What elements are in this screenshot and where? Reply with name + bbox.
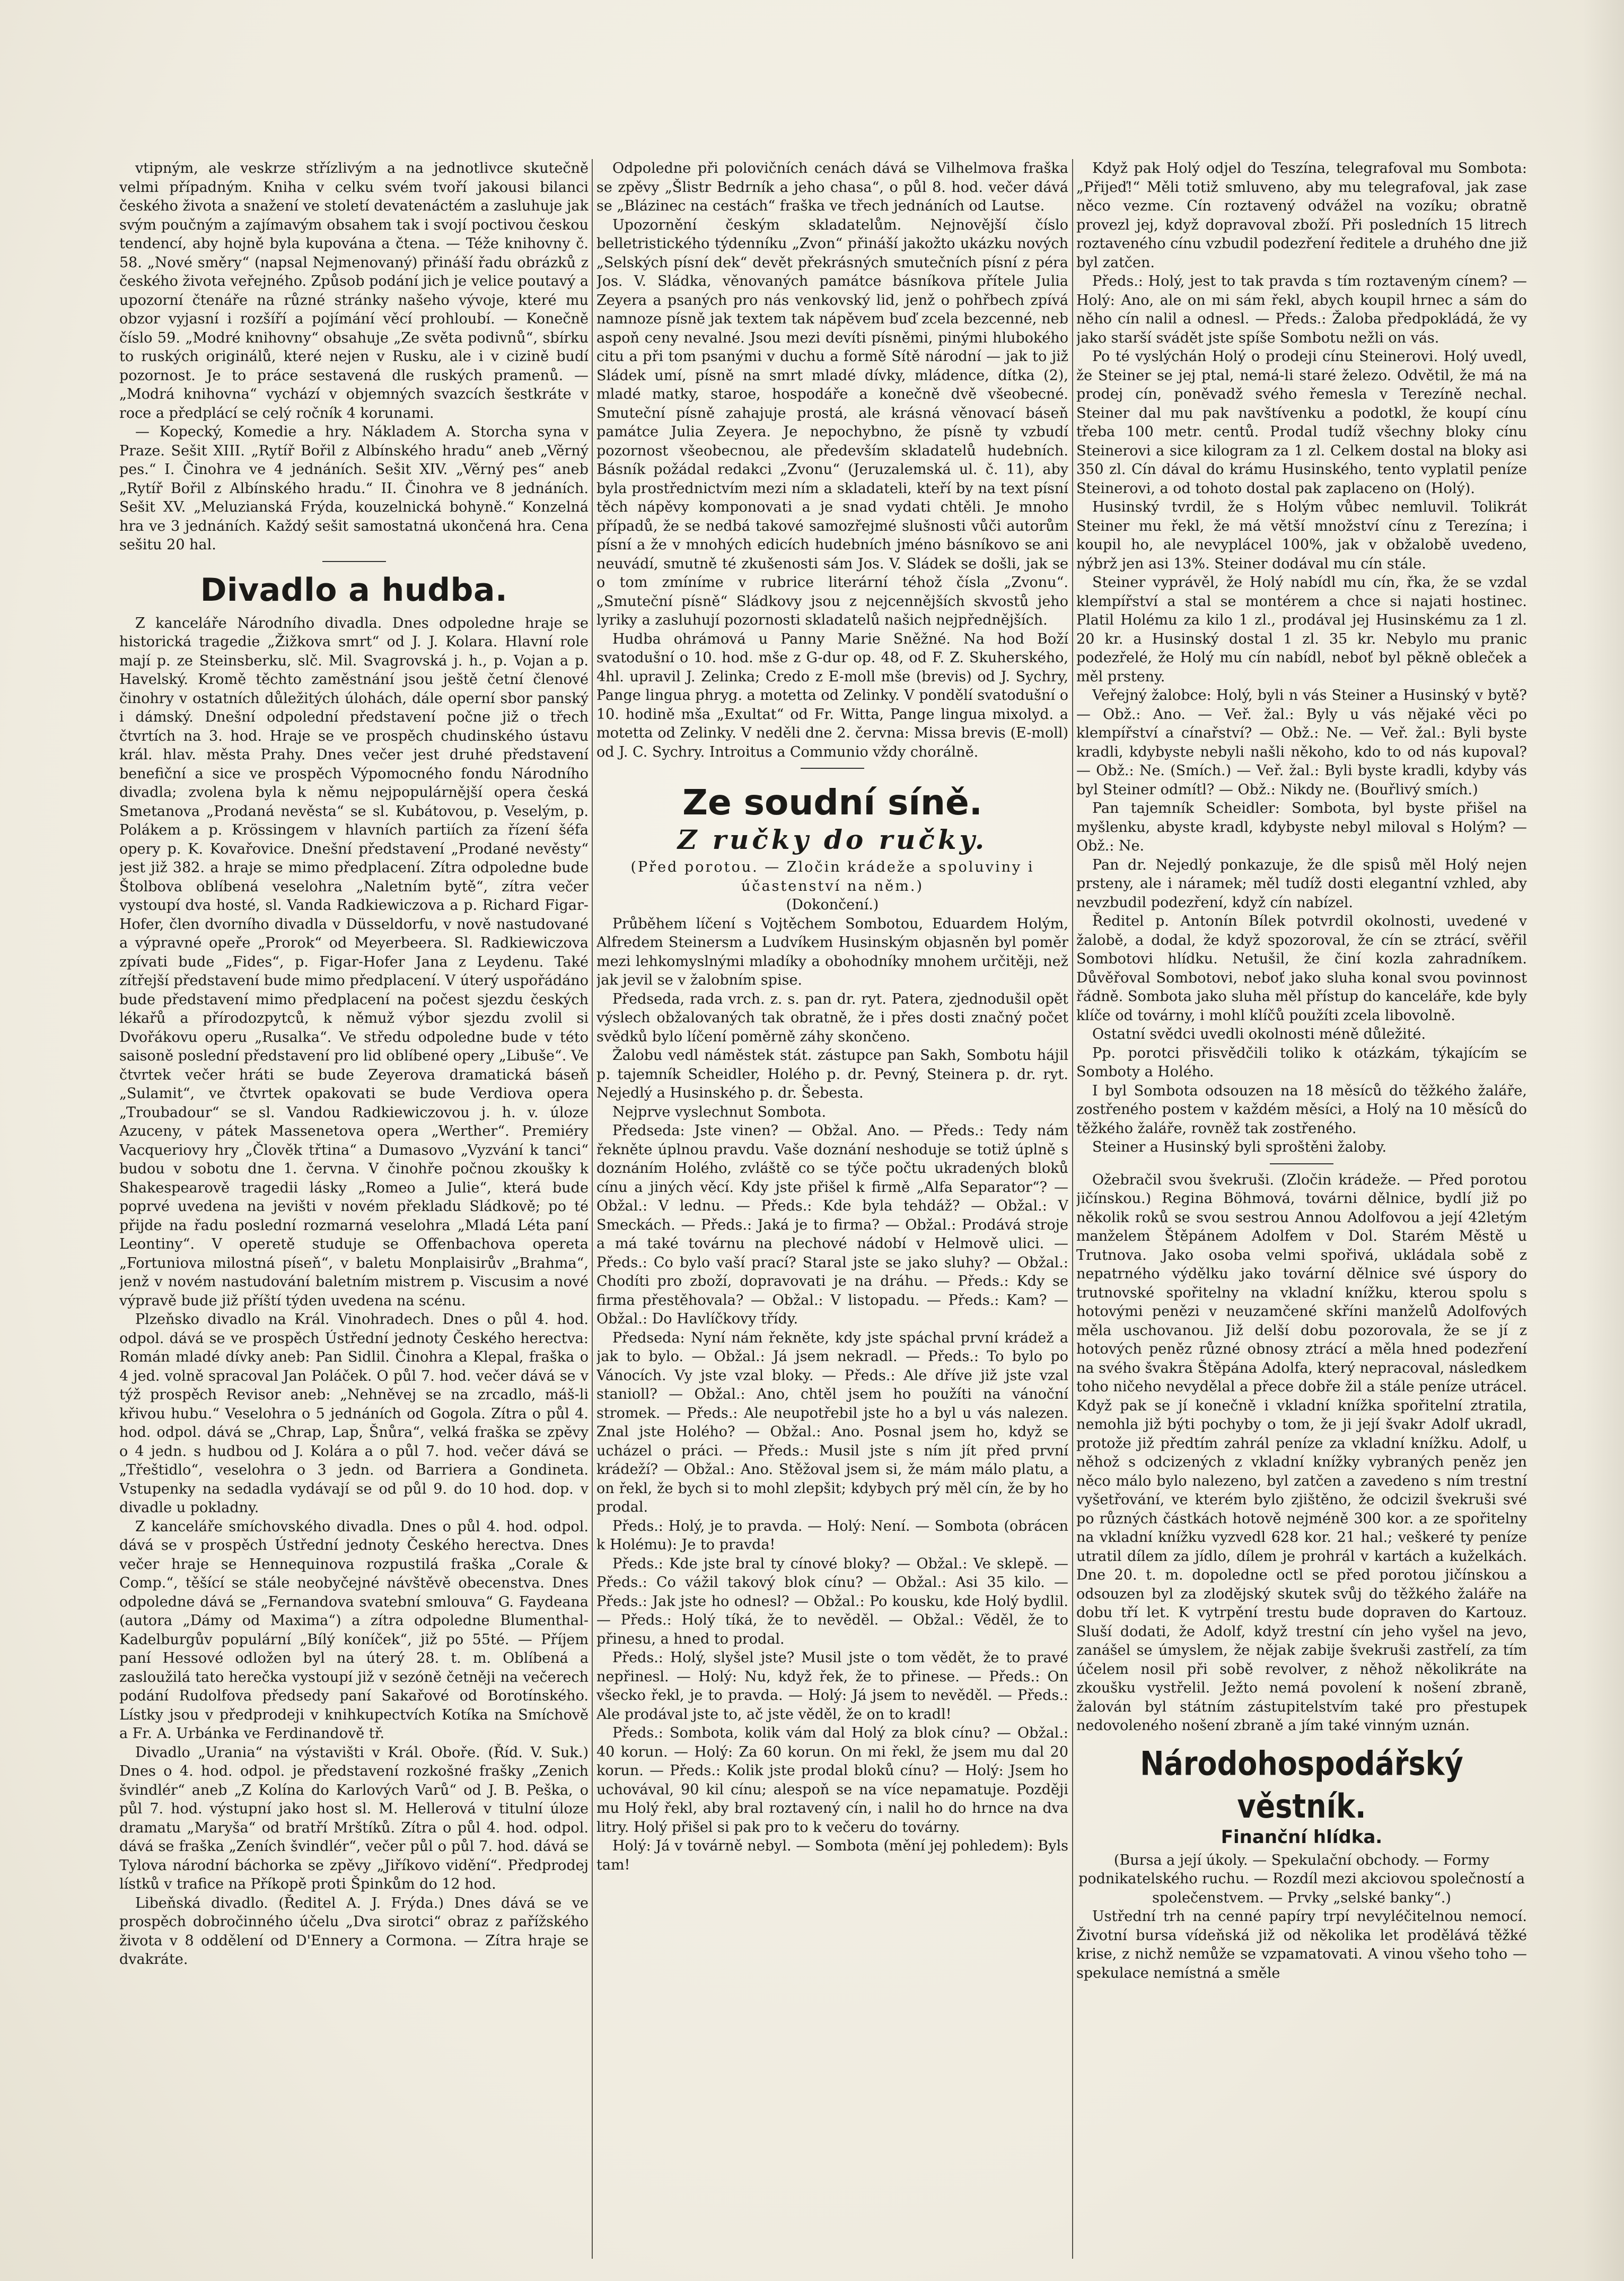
trial-paragraph: Předs.: Holý, je to pravda. — Holý: Není. — Sombota (obrácen k Holému): Je to pravda! (596, 1517, 1068, 1553)
divider (322, 561, 386, 562)
column-3 (1076, 159, 1527, 2264)
trial-paragraph: Předs.: Sombota, kolik vám dal Holý za blok cínu? — Obžal.: 40 korun. — Holý: Za 60 korun. On mi řekl, že jsem mu dal 20 korun. — Předs.: Kolik jste prodal bloků cínu? — Holý: Jsem ho uchovával, 90 kil cínu; alespoň se na více nepamatuje. Později mu Holý řekl, aby bral roztavený cín, i nalil ho do hrnce na dva litry. Holý přišel si pak pro to k večeru do továrny. (596, 1725, 1068, 1836)
column-1 (119, 159, 589, 2264)
trial-paragraph: Ředitel p. Antonín Bílek potvrdil okolnosti, uvedené v žalobě, a dodal, že když spozoroval, že cín se ztrácí, svěřil Sombotovi hlídku. Netušil, že činí kozla zahradníkem. Důvěřoval Sombotovi, neboť jako sluha konal svou povinnost řádně. Sombota jako sluha měl přístup do kanceláře, kde byly klíče od továrny, i mohl klíčů použíti zcela libovolně. (1076, 913, 1527, 1024)
acquittal-paragraph: Steiner a Husinský byli sproštěni žaloby. (1092, 1139, 1387, 1155)
finance-summary: (Bursa a její úkoly. — Spekulační obchody. — Formy podnikatelského ruchu. — Rozdíl mezi akciovou společností a společenstvem. — Prvky „selské banky“.) (1078, 1852, 1525, 1906)
trial-paragraph: Když pak Holý odjel do Teszína, telegrafoval mu Sombota: „Přijeď!“ Měli totiž smluveno, aby mu telegrafoval, jak zase něco vezme. Cín roztavený odvážel na vozíku; obratně provezl jej, když dopravoval zboží. Při posledních 15 litrech roztaveného cínu vzbudil podezření ředitele a druhého dne již byl zatčen. (1076, 160, 1527, 271)
subsection-heading-finance: Finanční hlídka. (1221, 1826, 1383, 1848)
trial-paragraph: Pan dr. Nejedlý ponkazuje, že dle spisů měl Holý nejen prsteny, ale i náramek; měl tudíž dosti elegantní vzhled, aby nevzbudil podezření, když cín nabízel. (1076, 856, 1527, 911)
section-heading-court: Ze soudní síně. (682, 782, 982, 823)
liben-theatre-notice: Libeňská divadlo. (Ředitel A. J. Frýda.) Dnes dává se ve prospěch dobročinného účelu „Dva sirotci“ obraz z pařížského života v 8 oddělení od D'Ennery a Cormona. — Zítra hraje se dvakráte. (119, 1894, 589, 1968)
column-rule-1 (592, 159, 593, 2259)
trial-paragraph: Předseda: Nyní nám řekněte, kdy jste spáchal první krádež a jak to bylo. — Obžal.: Já jsem nekradl. — Předs.: To bylo po Vánocích. Vy jste vzal bloky. — Předs.: Ale dříve již jste vzal stanioll? — Obžal.: Ano, chtěl jsem ho použíti na vánoční stromek. — Předs.: Ale neupotřebil jste ho a byl u vás nalezen. Znal jste Holého? — Obžal.: Ano. Posnal jsem ho, když se ucházel o práci. — Předs.: Musil jste s ním jít před první krádeží? — Obžal.: Ano. Stěžoval jsem si, že mám málo platu, a on řekl, že bych si to mohl zlepšit; kdybych prý měl cín, že by ho prodal. (596, 1329, 1068, 1515)
church-music-notice: Hudba ohrámová u Panny Marie Sněžné. Na hod Boží svatodušní o 10. hod. mše z G-dur op. 48, od F. Z. Skuherského, 4hl. upravil J. Zelinka; Credo z E-moll mše (brevis) od J. Sychry, Pange lingua phryg. a motetta od Zelinky. V pondělí svatodušní o 10. hodině mša „Exultat“ od Fr. Witta, Pange lingua mixolyd. a motetta od Zelinky. V neděli dne 2. června: Missa brevis (E-moll) od J. C. Sychry. Introitus a Communio vždy chorálně. (596, 630, 1068, 760)
national-theatre-notice: Z kanceláře Národního divadla. Dnes odpoledne hraje se historická tragedie „Žižkova smrt“ od J. J. Kolara. Hlavní role mají p. ze Steinsberku, slč. Mil. Svagrovská j. h., p. Vojan a p. Havelský. Kromě těchto zaměstnání jsou ještě četní členové činohry v ostatních důležitých úlohách, dále operní sbor panský i dámský. Dnešní odpolední představení počne již o třech čtvrtích na 3. hod. Hraje se ve prospěch chudinského ústavu král. hlav. města Prahy. Dnes večer jest druhé představení benefiční a sice ve prospěch Výpomocného fondu Národního divadla; zvolena byla k němu nejpopulárnější opera česká Smetanova „Prodaná nevěsta“ se sl. Kubátovou, p. Veselým, p. Polákem a p. Krössingem v hlavních partiích za řízení šéfa opery p. K. Kovařovice. Dnešní představení „Prodané nevěsty“ jest již 382. a hraje se mimo předplacení. Zítra odpoledne bude Štolbova oblíbená veselohra „Naletním bytě“, zítra večer vystoupí dva hosté, sl. Vanda Radkiewiczova a p. Richard Figar-Hofer, člen dvorního divadla v Düsseldorfu, v nově nastudované a výpravné opeře „Prorok“ od Meyerbeera. Sl. Radkiewiczova zpívati bude „Fides“, p. Figar-Hofer Jana z Leydenu. Také zítřejší představení bude mimo předplacení. V úterý uspořádáno bude představení mimo předplacení na počest sjezdu českých lékařů a přírodozpytců, k němuž výbor sjezdu zvolil si Dvořákovu operu „Rusalka“. Ve středu odpoledne bude v této saisoně poslední představení pro lid oblíbené opery „Libuše“. Ve čtvrtek večer hráti se bude Zeyerova dramatická báseň „Sulamit“, ve čtvrtek opakovati se bude Verdiova opera „Troubadour“ se sl. Vandou Radkiewiczovou j. h. v. úloze Azuceny, v pátek Massenetova opera „Werther“. Premiéry Vacqueriovy hry „Člověk třtina“ a Dumasovo „Vyzvání k tanci“ budou v sobotu dne 1. června. V činohře počnou zkoušky k Shakespearově tragedii lásky „Romeo a Julie“, která bude poprvé uvedena na jevišti v novém překladu Sládkově; po té přijde na řadu poslední rozmarná veselohra „Mladá Léta paní Leontiny“. V operetě studuje se Offenbachova opereta „Fortuniova milostná píseň“, v baletu Monplaisirův „Brahma“, jenž v novém nastudování baletním mistrem p. Viscusim a nové výpravě bude již příští týden uvedena na scénu. (119, 615, 589, 1309)
section-heading-theatre: Divadlo a hudba. (200, 571, 508, 609)
verdict-paragraph: I byl Sombota odsouzen na 18 měsíců do těžkého žaláře, zostřeného postem v každém měsíci, a Holý na 10 měsíců do těžkého žaláře, rovněž tak zostřeného. (1076, 1082, 1527, 1137)
trial-paragraph: Holý: Já v továrně nebyl. — Sombota (mění jej pohledem): Byls tam! (596, 1838, 1068, 1873)
column-2 (596, 159, 1068, 2264)
kopecky-notice: — Kopecký, Komedie a hry. Nákladem A. Storcha syna v Praze. Sešit XIII. „Rytíř Bořil z Albínského hradu“ aneb „Věrný pes.“ I. Činohra ve 4 jednáních. Sešit XIV. „Věrný pes“ aneb „Rytíř Bořil z Albínského hradu.“ II. Činohra ve 8 jednáních. Sešit XV. „Meluzianská Frýda, kouzelnická bohyně.“ Konzelná hra ve 3 jednáních. Každý sešit samostatná ukončená hra. Cena sešitu 20 hal. (119, 424, 589, 553)
article-subtitle: (Před porotou. — Zločin krádeže a spoluviny i účastenství na něm.) (630, 859, 1034, 894)
trial-paragraph: Předs.: Holý, slyšel jste? Musil jste o tom vědět, že to pravé nepřinesl. — Holý: Nu, když řek, že to přinese. — Předs.: On všecko řekl, je to pravda. — Holý: Já jsem to nevěděl. — Předs.: Ale prodával jste to, ač jste věděl, že on to kradl! (596, 1650, 1068, 1723)
article-continuation-note: (Dokončení.) (786, 897, 879, 913)
theft-article: Ožebračil svou švekruši. (Zločin krádeže. — Před porotou jičínskou.) Regina Böhmová, továrni dělnice, bydlí již po několik roků se svou sestrou Annou Adolfovou a její 42letým manželem Štěpánem Adolfem v Dol. Starém Městě u Trutnova. Jako osoba velmi spořivá, ukládala sobě z nepatrného výdělku jako tovární dělnice své úspory do trutnovské spořitelny na vkladní knížku, kterou spolu s hotovými penězi v neuzamčené skříni manželů Adolfových měla uschovanou. Již delší dobu pozorovala, že se jí z hotových peněz různé obnosy ztrácí a měla hned podezření na svého švakra Štěpána Adolfa, který nepracoval, následkem toho ničeho nevydělal a přece dobře žil a stále peníze utrácel. Když pak se jí konečně i vkladní knížka spořitelní ztratila, nemohla již býti pochyby o tom, že ji její švakr Adolf ukradl, protože již předtím zahrál peníze za vkladní knížku. Adolf, u něhož s odcizených z vkladní knížky vybraných peněz jen něco málo bylo nalezeno, byl zatčen a zavedeno s ním trestní vyšetřování, ve kterém bylo zjištěno, že odcizil švekruši své po různých částkách hotově nejméně 300 kor. a ze spořitelny na vkladní knížku vyzvedl 628 kor. 21 hal.; veškeré ty peníze utratil dílem za jídlo, dílem je prohrál v kartách a kuželkách. Dne 20. t. m. dopoledne octl se před porotou jičínskou a odsouzen byl za zlodějský skutek svůj do těžkého žaláře na dobu tří let. K vytrpění trestu bude dopraven do Kartouz. Sluší dodati, že Adolf, když trestní cín jeho vyšel na jevo, zanášel se úmyslem, že nějak zabije švekruši zastřelí, za tím účelem nosil při sobě revolver, z něhož několikráte na zkoušku vystřelil. Ježto nemá povolení k nošení zbraně, žalován byl státním zástupitelstvím také pro přestupek nedovoleného nošení zbraně a jím také vinným uznán. (1076, 1171, 1527, 1734)
column-rule-2 (1072, 159, 1073, 2259)
trial-paragraph: Průběhem líčení s Vojtěchem Sombotou, Eduardem Holým, Alfredem Steinersm a Ludvíkem Husinským objasněn byl poměr mezi lehkomyslnými mladíky a obohodníky mnohem určitěji, než jak jevil se v žalobním spise. (596, 915, 1068, 988)
trial-paragraph: Husinský tvrdil, že s Holým vůbec nemluvil. Tolikrát Steiner mu řekl, že má větší množství cínu z Terezína; i koupil ho, ale nevyplácel 100%, jak v obžalobě uvedeno, nýbrž jen asi 13%. Steiner dodával mu cín stále. (1076, 499, 1527, 572)
urania-theatre-notice: Divadlo „Urania“ na výstavišti v Král. Oboře. (Říd. V. Suk.) Dnes o 4. hod. odpol. je představení rozkošné frašky „Zenich švindlér“ aneb „Z Kolína do Karlových Varů“ od J. B. Peška, o půl 7. hod. výstupní jako host sl. M. Hellerová v titulní úloze dramatu „Maryša“ od bratří Mrštíků. Zítra o půl 4. hod. odpol. dává se fraška „Zeních švindlér“, večer půl o půl 7. hod. dává se Tylova národní báchorka se zpěvy „Jiříkovo vidění“. Předprodej lístků v trafice na Příkopě proti Špinkům do 12 hod. (119, 1744, 589, 1892)
trial-paragraph: Předseda: Jste vinen? — Obžal. Ano. — Předs.: Tedy nám řekněte úplnou pravdu. Vaše doznání neshoduje se totiž úplně s doznáním Holého, zvláště co se týče počtu ukradených bloků cínu a jiných věcí. Kdy jste přišel k firmě „Alfa Separator“? — Obžal.: V lednu. — Předs.: Kde byla tehdáž? — Obžal.: V Smeckách. — Předs.: Jaká je to firma? — Obžal.: Prodává stroje a má také továrnu na plechové nádobí v Helmově ulici. — Předs.: Co bylo vaší prací? Staral jste se jako sluhy? — Obžal.: Chodíti pro zboží, dopravovati je na dráhu. — Předs.: Kdy se firma přestěhovala? — Obžal.: V listopadu. — Předs.: Kam? — Obžal.: Do Havlíčkovy třídy. (596, 1122, 1068, 1327)
trial-paragraph: Veřejný žalobce: Holý, byli n vás Steiner a Husinský v bytě? — Obž.: Ano. — Veř. žal.: Byly u vás nějaké věci po klempířství a cínařství? — Obž.: Ne. — Veř. žal.: Byli byste kradli, kdybyste nebyli našli někoho, kdo to od nás kupoval? — Obž.: Ne. (Smích.) — Veř. žal.: Byli byste kradli, kdyby vás byl Steiner odmítl? — Obž.: Nikdy ne. (Bouřlivý smích.) (1076, 687, 1527, 798)
book-review-paragraph: vtipným, ale veskrze střízlivým a na jednotlivce skutečně velmi případným. Kniha v celku svém tvoří jakousi bilanci českého života a snažení ve století devatenáctém a zasluhuje jak svým poučným a zajímavým obsahem tak i svojí poctivou českou tendencí, aby hojně byla kupována a čtena. — Téže knihovny č. 58. „Nové směry“ (napsal Nejmenovaný) přináší řadu obrázků z českého života veřejného. Způsob podání jich je velice poutavý a upozorní čtenáře na různé stránky našeho vývoje, které mu obzor vyjasní i rozšíří a pojímání věcí prohloubí. — Konečně číslo 59. „Modré knihovny“ obsahuje „Ze světa podivnů“, sbírku to ruských originálů, které nejen v Rusku, ale i v cizině budí pozornost. Je to práce sestavená dle ruských pramenů. — „Modrá knihovna“ vychází v objemných svazcích šestkráte v roce a předplácí se celý ročník 4 korunami. (119, 160, 589, 422)
trial-paragraph: Pp. porotci přisvědčili toliko k otázkám, týkajícím se Somboty a Holého. (1076, 1045, 1527, 1080)
section-heading-economy: Národohospodářský věstník. (1140, 1744, 1463, 1826)
trial-paragraph: Předs.: Kde jste bral ty cínové bloky? — Obžal.: Ve sklepě. — Předs.: Co vážil takový blok cínu? — Obžal.: Asi 35 kilo. — Předs.: Jak jste ho odnesl? — Obžal.: Po kousku, kde Holý bydlil. — Předs.: Holý tíká, že to nevěděl. — Obžal.: Věděl, že to přinesu, a hned to prodal. (596, 1555, 1068, 1647)
trial-paragraph: Předs.: Holý, jest to tak pravda s tím roztaveným cínem? — Holý: Ano, ale on mi sám řekl, abych koupil hrnec a sám do něho cín nalil a odnesl. — Předs.: Žaloba předpokládá, že vy jako starší svádět jste spíše Sombotu nežli on vás. (1076, 273, 1527, 346)
article-title: Z ručky do ručky. (677, 824, 988, 855)
trial-paragraph: Pan tajemník Scheidler: Sombota, byl byste přišel na myšlenku, abyste kradl, kdybyste nebyl miloval s Holým? — Obž.: Ne. (1076, 800, 1527, 854)
trial-paragraph: Po té vyslýchán Holý o prodeji cínu Steinerovi. Holý uvedl, že Steiner se jej ptal, nemá-li staré železo. Odvětil, že má na prodej cín, poněvadž svého řemesla v Terezíně nechal. Steiner dal mu pak navštívenku a podotkl, že koupí cínu třeba 100 metr. centů. Prodal tudíž všechny bloky cínu Steinerovi a sice kilogram za 1 zl. Celkem dostal na bloky asi 350 zl. Cín dával do krámu Husinského, tento vyplatil peníze Steinerovi, a od tohoto dostal pak zaplaceno on (Holý). (1076, 348, 1527, 497)
trial-paragraph: Nejprve vyslechnut Sombota. (612, 1103, 827, 1120)
finance-paragraph: Ustřední trh na cenné papíry trpí nevyléčitelnou nemocí. Životní bursa vídeňská již od několika let prodělává těžké krise, z nichž nemůže se vzpamatovati. A vinou všeho toho — spekulace nemístná a směle (1076, 1908, 1527, 1981)
composers-notice: Upozornění českým skladatelům. Nejnovější číslo belletristického týdenníku „Zvon“ přináší jakožto ukázku nových „Selských písní dek“ devět překrásných smutečních písní z péra Jos. V. Sládka, věnovaných památce básníkova přítele Julia Zeyera a psaných pro nás venkovský lid, jenž o pohřbech zpívá namnoze písně jak textem tak nápěvem buď zcela bezcenné, neb aspoň ceny nevalné. Jsou mezi devíti písněmi, pinými hlubokého citu a při tom psanými v duchu a formě Sítě národní — jak to již Sládek umí, písně na smrt mladé dívky, mládence, dítka (2), mladé matky, staroe, hospodáře a konečně dvě všeobecné. Smuteční písně zahajuje prostá, ale krásná věnovací báseň památce Julia Zeyera. Je nepochybno, že písně ty vzbudí pozornost všeobecnou, ale především skladatelů hudebních. Básník požádal redakci „Zvonu“ (Jeruzalemská ul. č. 11), aby byla prostřednictvím mezi ním a skladateli, kteří by na text písní těch nápěvy komponovati a je snad vydati chtěli. Je mnoho případů, že se nedbá takové samozřejmé slušnosti vůči autorům písní a že v mnohých edicích hudebních jméno básníkovo se ani neuvádí, smutně té zkušenosti sám Jos. V. Sládek se došli, jak se o tom zmíníme v rubrice literární téhož čísla „Zvonu“. „Smuteční písně“ Sládkovy jsou z nejcennějších skvostů jeho lyriky a zasluhují pozornosti skladatelů našich nejpřednějších. (596, 216, 1068, 628)
trial-paragraph: Ostatní svědci uvedli okolnosti méně důležité. (1092, 1026, 1426, 1042)
divider (801, 768, 864, 769)
trial-paragraph: Předseda, rada vrch. z. s. pan dr. ryt. Patera, zjednodušil opět výslech obžalovaných tak obratně, že i přes dosti značný počet svědků bylo líčení poměrně záhy skončeno. (596, 990, 1068, 1045)
trial-paragraph: Steiner vyprávěl, že Holý nabídl mu cín, řka, že se vzdal klempířství a stal se montérem a chce si najati hostinec. Platil Holému za kilo 1 zl., prodával jej Husinskému za 1 zl. 20 kr. a Husinský dostal 1 zl. 35 kr. Nebylo mu pranic podezřelé, že Holý mu cín nabídl, neboť byl pěkně obleček a měl prsteny. (1076, 574, 1527, 685)
trial-paragraph: Žalobu vedl náměstek stát. zástupce pan Sakh, Sombotu hájil p. tajemník Scheidler, Holého p. dr. Pevný, Steinera p. dr. ryt. Nejedlý a Husinského p. dr. Šebesta. (596, 1047, 1068, 1101)
divider (1270, 1163, 1333, 1164)
theatre-continuation: Odpoledne při polovičních cenách dává se Vilhelmova fraška se zpěvy „Šlistr Bedrník a jeho chasa“, o půl 8. hod. večer dává se „Blázinec na cestách“ fraška ve třech jednáních od Lautse. (596, 160, 1068, 214)
page-shadow (1583, 0, 1624, 2281)
vinohrady-theatre-notice: Plzeňsko divadlo na Král. Vinohradech. Dnes o půl 4. hod. odpol. dává se ve prospěch Ústřední jednoty Českého herectva: Román mladé dívky aneb: Pan Sidlil. Činohra a Klepal, fraška o 4 jed. volně spracoval Jan Poláček. O půl 7. hod. večer dává se v týž prospěch Revisor aneb: „Nehněvej se na zrcadlo, máš-li křivou hubu.“ Veselohra o 5 jednáních od Gogola. Zítra o půl 4. hod. odpol. dává se „Chrap, Lap, Šnůra“, velká fraška se zpěvy o 4 jedn. s hudbou od J. Kolára a o půl 7. hod. večer dává se „Třeštidlo“, veselohra o 3 jedn. od Barriera a Gondineta. Vstupenky na sedadla vydávají se od půl 9. do 10 hod. dop. v divadle u pokladny. (119, 1311, 589, 1516)
smichov-theatre-notice: Z kanceláře smíchovského divadla. Dnes o půl 4. hod. odpol. dává se v prospěch Ústřední jednoty Českého herectva. Dnes večer hraje se Hennequinova rozpustilá fraška „Corale & Comp.“, těšící se stále neobyčejné návštěvě obecenstva. Dnes odpoledne dává se „Fernandova svatební smlouva“ G. Faydeana (autora „Dámy od Maxima“) a zítra odpoledne Blumenthal-Kadelburgův populární „Bílý koníček“, již po 55té. — Příjem paní Hessové odložen byl na úterý 28. t. m. Oblíbená a zasloužilá tato herečka vystoupí již v sezóně četněji na večerech podání Rudolfova předsedy paní Sakařové od Borotínského. Lístky jsou v předprodeji v knihkupectvích Kotíka na Smíchově a Fr. A. Urbánka ve Ferdinandově tř. (119, 1518, 589, 1742)
